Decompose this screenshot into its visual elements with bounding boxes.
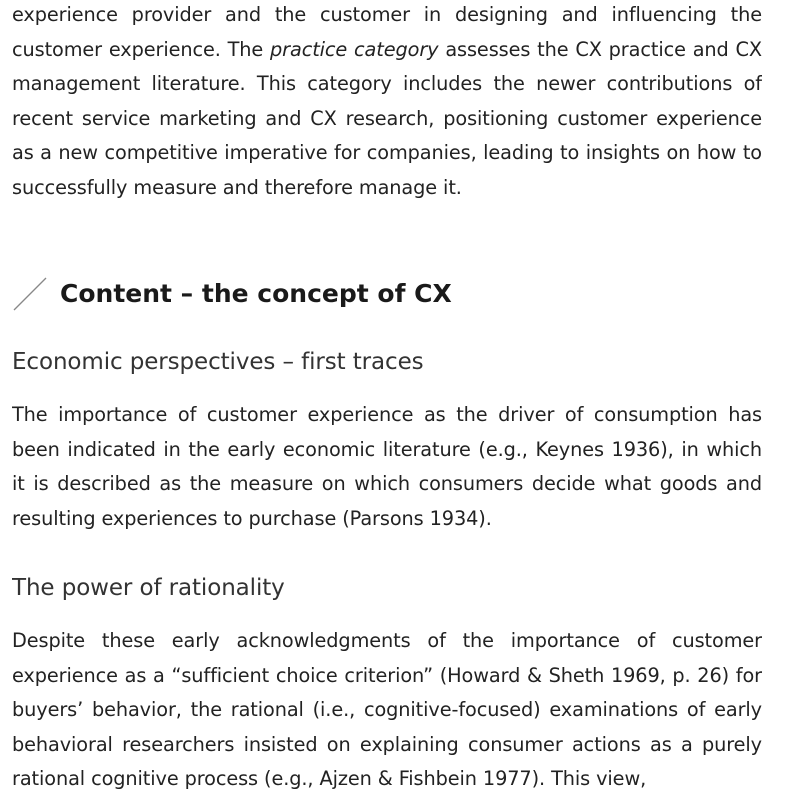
paragraph-text: experience provider and the customer in designing and influencing the customer experience. The xyxy=(12,3,762,61)
body-paragraph-rationality: Despite these early acknowledgments of the importance of customer experience as a “sufficient choice criterion” (Howard & Sheth 1969, p. 26) for buyers’ behavior, the rational (i.e., cognitive-focused) examinations of early behavioral researchers insisted on explaining consumer actions as a purely rational cognitive process (e.g., Ajzen & Fishbein 1977). This view, xyxy=(12,629,762,790)
slash-icon xyxy=(12,276,48,312)
body-paragraph-economic: The importance of customer experience as the driver of consumption has been indicated in the early economic literature (e.g., Keynes 1936), in which it is described as the measure on which consumers decide what goods and resulting experiences to purchase (Parsons 1934). xyxy=(12,403,762,530)
body-paragraph-practice-category xyxy=(12,0,762,205)
subheading-economic-perspectives: Economic perspectives – first traces xyxy=(12,349,424,375)
document-page xyxy=(12,0,762,800)
section-heading xyxy=(12,272,762,316)
subheading-power-of-rationality: The power of rationality xyxy=(12,575,285,601)
emphasis-text: practice category xyxy=(270,37,439,61)
section-title: Content – the concept of CX xyxy=(60,279,452,308)
paragraph-text: assesses the CX practice and CX management literature. This category includes the newer contributions of recent service marketing and CX research, positioning customer experience as a new competitive imperative for companies, leading to insights on how to successfully measure and therefore manage it. xyxy=(12,37,762,199)
